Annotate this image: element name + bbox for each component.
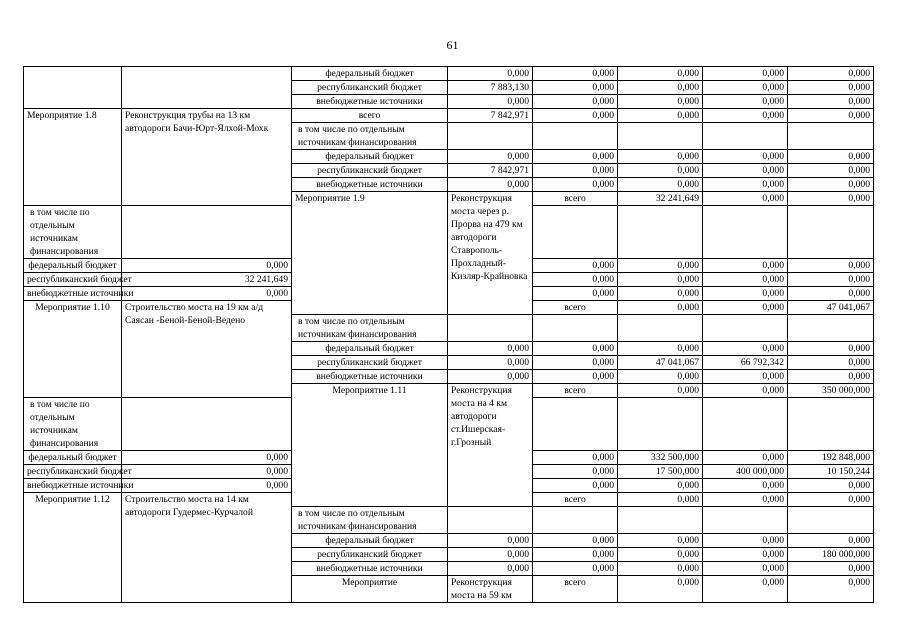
value-cell: 0,000: [618, 493, 703, 507]
value-cell: 10 150,244: [788, 465, 874, 479]
value-cell: 32 241,649: [122, 273, 292, 287]
value-cell: 32 241,649: [618, 192, 703, 206]
value-cell: 0,000: [448, 178, 533, 192]
value-cell: 0,000: [618, 109, 703, 123]
page-number: 61: [446, 38, 459, 52]
value-cell: 0,000: [533, 259, 618, 273]
value-cell: 0,000: [788, 576, 874, 603]
funding-source-cell: всего: [533, 493, 618, 507]
funding-source-cell: всего: [533, 384, 618, 398]
value-cell: 0,000: [618, 259, 703, 273]
funding-source-cell: внебюджетные источники: [292, 95, 448, 109]
value-cell: 0,000: [448, 342, 533, 356]
funding-source-cell: республиканский бюджет: [292, 164, 448, 178]
value-cell: 0,000: [122, 287, 292, 301]
value-cell: 0,000: [788, 164, 874, 178]
activity-name-cell: Реконструкция моста на 4 км автодороги ст.Ишерская-г.Грозный: [448, 384, 533, 507]
value-cell: [533, 123, 618, 150]
value-cell: 0,000: [703, 370, 788, 384]
value-cell: [448, 123, 533, 150]
value-cell: [533, 206, 618, 259]
value-cell: 0,000: [533, 562, 618, 576]
funding-source-cell: федеральный бюджет: [292, 342, 448, 356]
value-cell: 0,000: [618, 479, 703, 493]
value-cell: 0,000: [533, 150, 618, 164]
value-cell: 0,000: [703, 342, 788, 356]
value-cell: 0,000: [788, 192, 874, 206]
value-cell: 0,000: [788, 109, 874, 123]
funding-source-cell: внебюджетные источники: [292, 370, 448, 384]
activity-id-cell: Мероприятие 1.8: [24, 109, 122, 206]
funding-source-cell: всего: [533, 301, 618, 315]
value-cell: [122, 206, 292, 259]
value-cell: 0,000: [618, 164, 703, 178]
value-cell: 66 792,342: [703, 356, 788, 370]
value-cell: 0,000: [788, 287, 874, 301]
value-cell: 0,000: [122, 479, 292, 493]
funding-source-cell: республиканский бюджет: [292, 548, 448, 562]
value-cell: 0,000: [618, 384, 703, 398]
value-cell: 7 842,971: [448, 164, 533, 178]
value-cell: 0,000: [703, 164, 788, 178]
value-cell: 400 000,000: [703, 465, 788, 479]
value-cell: 7 883,130: [448, 81, 533, 95]
value-cell: [788, 315, 874, 342]
value-cell: 0,000: [703, 178, 788, 192]
value-cell: [618, 398, 703, 451]
funding-source-cell: федеральный бюджет: [24, 451, 122, 465]
funding-source-cell: в том числе по отдельным источникам финансирования: [24, 398, 122, 451]
activity-id-cell: Мероприятие: [292, 576, 448, 603]
funding-source-cell: республиканский бюджет: [24, 273, 122, 287]
activity-id-cell: Мероприятие 1.12: [24, 493, 122, 603]
value-cell: 0,000: [703, 287, 788, 301]
activity-id-cell: Мероприятие 1.9: [292, 192, 448, 315]
value-cell: [533, 507, 618, 534]
funding-source-cell: федеральный бюджет: [292, 67, 448, 81]
value-cell: 47 041,067: [618, 356, 703, 370]
value-cell: 0,000: [618, 287, 703, 301]
table-row: [24, 67, 874, 81]
funding-source-cell: всего: [533, 192, 618, 206]
value-cell: 0,000: [533, 356, 618, 370]
value-cell: 0,000: [448, 67, 533, 81]
value-cell: 332 500,000: [618, 451, 703, 465]
value-cell: 0,000: [788, 273, 874, 287]
value-cell: [788, 398, 874, 451]
activity-id-cell: [24, 67, 122, 109]
funding-source-cell: республиканский бюджет: [292, 81, 448, 95]
value-cell: 0,000: [703, 479, 788, 493]
value-cell: 0,000: [703, 301, 788, 315]
value-cell: 0,000: [122, 465, 292, 479]
value-cell: 0,000: [703, 109, 788, 123]
value-cell: 0,000: [703, 548, 788, 562]
activity-id-cell: Мероприятие 1.10: [24, 301, 122, 398]
value-cell: [448, 507, 533, 534]
value-cell: 0,000: [533, 465, 618, 479]
value-cell: 0,000: [788, 562, 874, 576]
value-cell: 0,000: [788, 370, 874, 384]
value-cell: 0,000: [703, 95, 788, 109]
value-cell: 0,000: [788, 150, 874, 164]
value-cell: [122, 398, 292, 451]
funding-source-cell: внебюджетные источники: [292, 178, 448, 192]
activity-name-cell: Реконструкция моста через р. Прорва на 479 км автодороги Ставрополь-Прохладный-Кизляр-Крайновка: [448, 192, 533, 315]
value-cell: 0,000: [533, 273, 618, 287]
value-cell: 0,000: [788, 178, 874, 192]
value-cell: 0,000: [703, 576, 788, 603]
funding-source-cell: в том числе по отдельным источникам финансирования: [292, 507, 448, 534]
value-cell: 0,000: [533, 479, 618, 493]
value-cell: 0,000: [703, 81, 788, 95]
value-cell: 0,000: [618, 342, 703, 356]
value-cell: 0,000: [618, 548, 703, 562]
value-cell: [618, 206, 703, 259]
funding-source-cell: всего: [292, 109, 448, 123]
value-cell: 0,000: [533, 178, 618, 192]
activity-name-cell: Реконструкция моста на 59 км: [448, 576, 533, 603]
activity-name-cell: Реконструкция трубы на 13 км автодороги Бачи-Юрт-Ялхой-Мохк: [122, 109, 292, 206]
value-cell: 0,000: [788, 259, 874, 273]
value-cell: 0,000: [533, 109, 618, 123]
value-cell: 0,000: [533, 95, 618, 109]
value-cell: 0,000: [533, 81, 618, 95]
value-cell: 0,000: [618, 576, 703, 603]
value-cell: 0,000: [703, 259, 788, 273]
value-cell: [618, 123, 703, 150]
value-cell: 0,000: [533, 164, 618, 178]
value-cell: 180 000,000: [788, 548, 874, 562]
value-cell: [533, 398, 618, 451]
value-cell: 0,000: [618, 273, 703, 287]
funding-source-cell: внебюджетные источники: [24, 479, 122, 493]
funding-source-cell: в том числе по отдельным источникам финансирования: [292, 123, 448, 150]
value-cell: [703, 398, 788, 451]
value-cell: 0,000: [448, 95, 533, 109]
funding-source-cell: республиканский бюджет: [292, 356, 448, 370]
value-cell: [703, 206, 788, 259]
funding-source-cell: в том числе по отдельным источникам финансирования: [24, 206, 122, 259]
value-cell: 0,000: [122, 259, 292, 273]
activity-name-cell: [122, 67, 292, 109]
funding-source-cell: республиканский бюджет: [24, 465, 122, 479]
value-cell: 0,000: [788, 479, 874, 493]
funding-source-cell: федеральный бюджет: [292, 534, 448, 548]
funding-source-cell: внебюджетные источники: [292, 562, 448, 576]
value-cell: 0,000: [533, 534, 618, 548]
value-cell: [703, 123, 788, 150]
value-cell: [788, 123, 874, 150]
value-cell: [618, 315, 703, 342]
value-cell: 0,000: [618, 150, 703, 164]
value-cell: 0,000: [618, 301, 703, 315]
value-cell: 0,000: [448, 150, 533, 164]
value-cell: 0,000: [122, 451, 292, 465]
value-cell: [533, 315, 618, 342]
value-cell: [788, 507, 874, 534]
value-cell: 0,000: [618, 534, 703, 548]
value-cell: 0,000: [788, 493, 874, 507]
funding-source-cell: всего: [533, 576, 618, 603]
budget-table: [23, 66, 874, 603]
value-cell: 0,000: [703, 150, 788, 164]
value-cell: 0,000: [533, 287, 618, 301]
value-cell: 350 000,000: [788, 384, 874, 398]
value-cell: [788, 206, 874, 259]
value-cell: 0,000: [533, 451, 618, 465]
value-cell: [703, 507, 788, 534]
value-cell: 0,000: [448, 548, 533, 562]
funding-source-cell: в том числе по отдельным источникам финансирования: [292, 315, 448, 342]
value-cell: 0,000: [788, 342, 874, 356]
activity-id-cell: Мероприятие 1.11: [292, 384, 448, 507]
value-cell: 0,000: [533, 342, 618, 356]
value-cell: 0,000: [703, 192, 788, 206]
value-cell: 0,000: [448, 370, 533, 384]
value-cell: 192 848,000: [788, 451, 874, 465]
value-cell: 0,000: [618, 95, 703, 109]
value-cell: 0,000: [788, 534, 874, 548]
value-cell: 0,000: [448, 562, 533, 576]
value-cell: 0,000: [703, 384, 788, 398]
value-cell: 0,000: [703, 534, 788, 548]
value-cell: 0,000: [448, 534, 533, 548]
value-cell: 0,000: [618, 67, 703, 81]
activity-name-cell: Строительство моста на 14 км автодороги Гудермес-Курчалой: [122, 493, 292, 603]
funding-source-cell: федеральный бюджет: [24, 259, 122, 273]
value-cell: 0,000: [533, 370, 618, 384]
value-cell: 0,000: [618, 81, 703, 95]
value-cell: 7 842,971: [448, 109, 533, 123]
value-cell: 47 041,067: [788, 301, 874, 315]
value-cell: [703, 315, 788, 342]
value-cell: 0,000: [788, 95, 874, 109]
value-cell: 0,000: [448, 356, 533, 370]
value-cell: 0,000: [703, 493, 788, 507]
value-cell: 0,000: [618, 178, 703, 192]
value-cell: 0,000: [703, 562, 788, 576]
value-cell: 0,000: [703, 451, 788, 465]
value-cell: 0,000: [618, 370, 703, 384]
value-cell: [448, 315, 533, 342]
value-cell: 0,000: [703, 67, 788, 81]
funding-source-cell: федеральный бюджет: [292, 150, 448, 164]
value-cell: [618, 507, 703, 534]
value-cell: 0,000: [788, 81, 874, 95]
value-cell: 0,000: [788, 356, 874, 370]
funding-source-cell: внебюджетные источники: [24, 287, 122, 301]
value-cell: 0,000: [533, 548, 618, 562]
value-cell: 17 500,000: [618, 465, 703, 479]
value-cell: 0,000: [788, 67, 874, 81]
activity-name-cell: Строительство моста на 19 км а/д Саясан -Беной-Беной-Ведено: [122, 301, 292, 398]
value-cell: 0,000: [618, 562, 703, 576]
table-row: [24, 109, 874, 123]
value-cell: 0,000: [703, 273, 788, 287]
value-cell: 0,000: [533, 67, 618, 81]
